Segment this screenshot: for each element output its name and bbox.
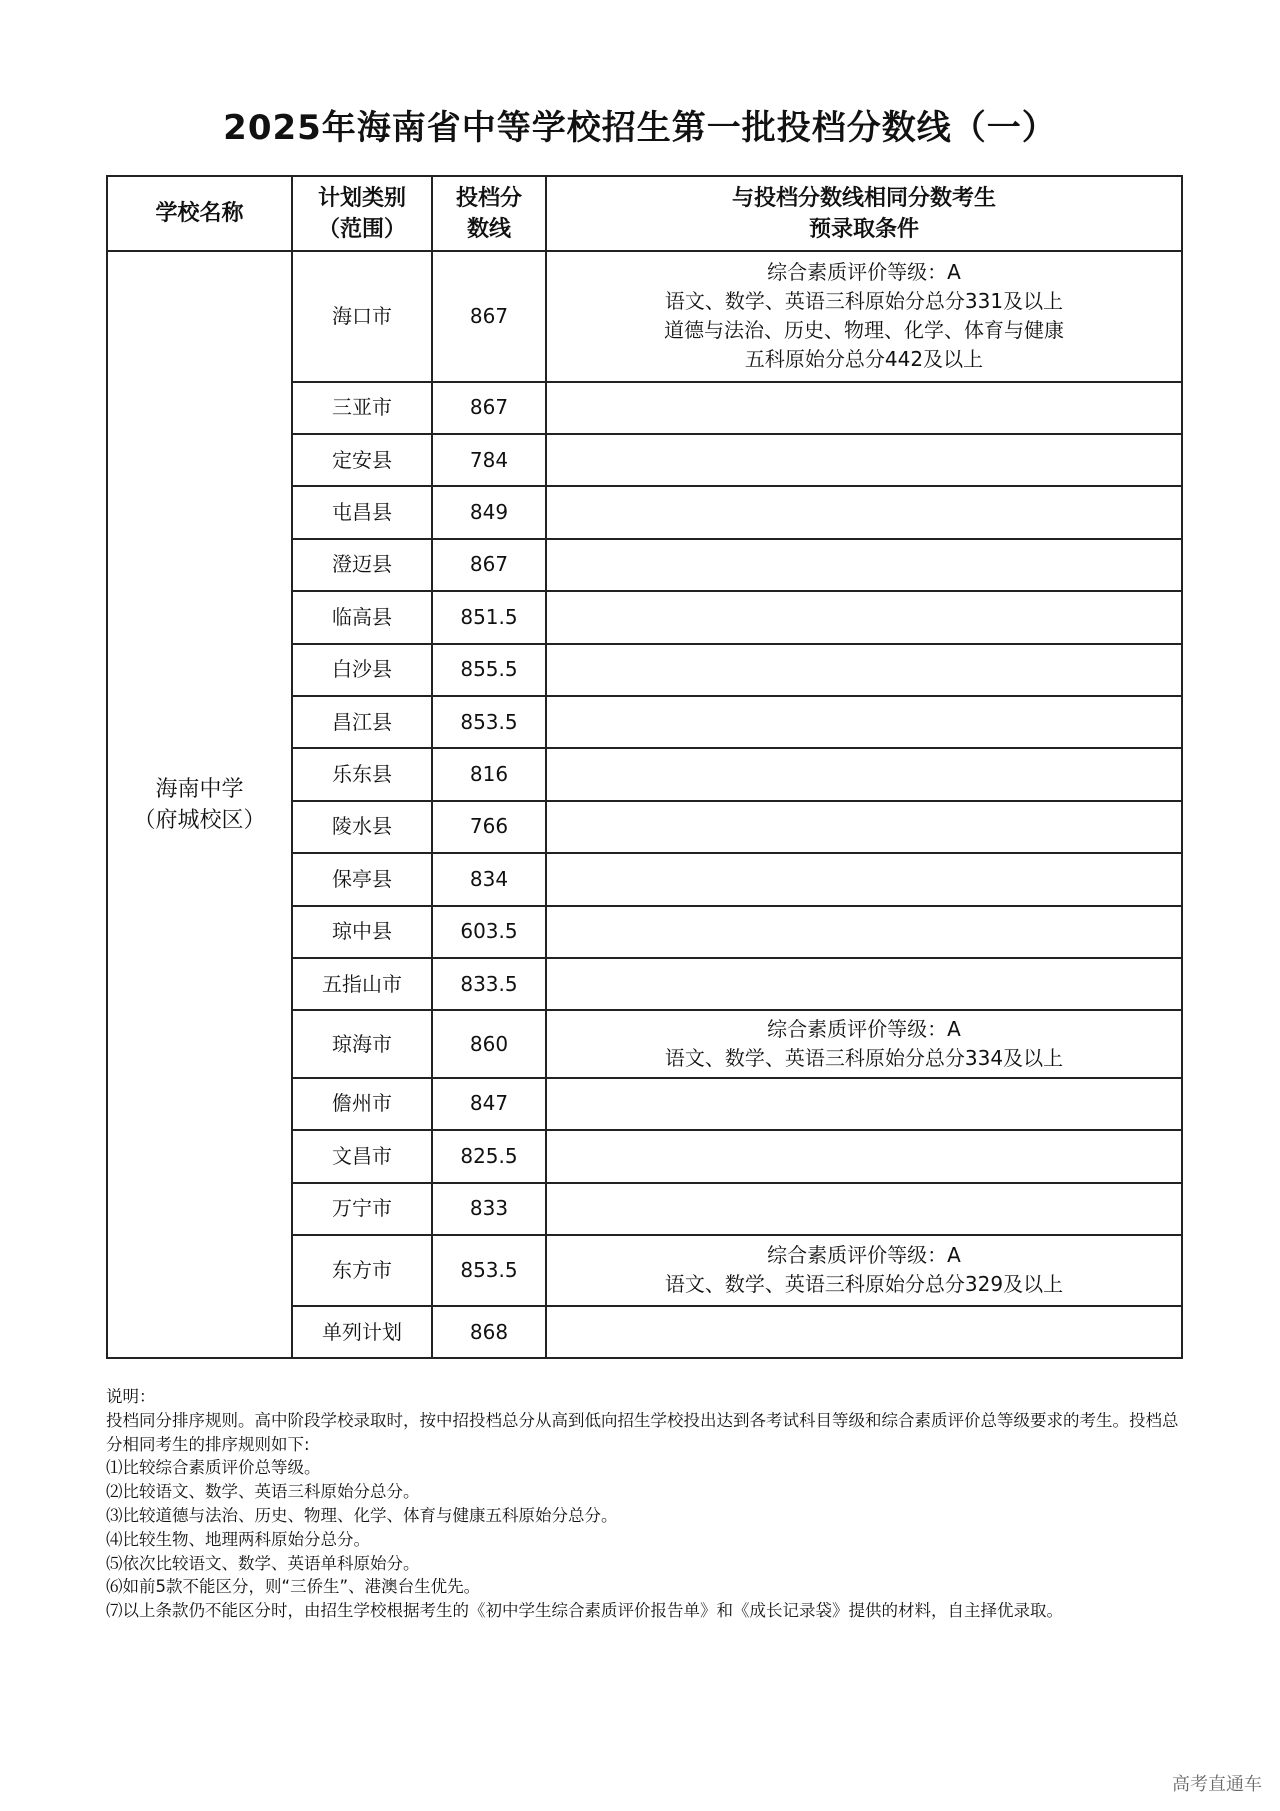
header-condition-l2: 预录取条件 <box>808 216 919 242</box>
area-cell: 陵水县 <box>292 801 432 853</box>
area-cell: 乐东县 <box>292 748 432 800</box>
score-cell: 868 <box>432 1306 546 1358</box>
note-line: ⑸依次比较语文、数学、英语单科原始分。 <box>106 1553 420 1573</box>
score-cell: 833.5 <box>432 958 546 1010</box>
area-cell: 琼中县 <box>292 906 432 958</box>
score-cell: 603.5 <box>432 906 546 958</box>
note-line: 说明： <box>106 1387 156 1406</box>
score-cell: 766 <box>432 801 546 853</box>
score-cell: 867 <box>432 382 546 434</box>
condition-line: 语文、数学、英语三科原始分总分331及以上 <box>664 289 1064 314</box>
score-cell: 847 <box>432 1078 546 1130</box>
header-score-l1: 投档分 <box>455 185 522 211</box>
condition-cell <box>546 486 1182 538</box>
score-cell: 867 <box>432 539 546 591</box>
header-condition <box>546 176 1182 251</box>
condition-cell <box>546 1078 1182 1130</box>
header-category <box>292 176 432 251</box>
condition-cell <box>546 853 1182 905</box>
area-cell: 定安县 <box>292 434 432 486</box>
table-row <box>107 251 1182 382</box>
condition-line: 综合素质评价等级：A <box>767 260 961 285</box>
watermark: 高考直通车 <box>1172 1774 1262 1795</box>
area-cell: 文昌市 <box>292 1130 432 1182</box>
condition-cell <box>546 1130 1182 1182</box>
score-cell: 853.5 <box>432 1235 546 1306</box>
header-score-l2: 数线 <box>466 216 511 242</box>
score-cell: 834 <box>432 853 546 905</box>
condition-cell <box>546 251 1182 382</box>
condition-cell <box>546 382 1182 434</box>
page-title: 2025年海南省中等学校招生第一批投档分数线（一） <box>223 108 1057 148</box>
score-cell: 816 <box>432 748 546 800</box>
score-table <box>106 175 1183 1359</box>
note-line: ⑹如前5款不能区分，则“三侨生”、港澳台生优先。 <box>106 1577 481 1597</box>
area-cell: 临高县 <box>292 591 432 643</box>
table-header <box>107 176 1182 251</box>
area-cell: 单列计划 <box>292 1306 432 1358</box>
condition-line: 语文、数学、英语三科原始分总分334及以上 <box>664 1046 1064 1071</box>
header-score <box>432 176 546 251</box>
note-line: ⑶比较道德与法治、历史、物理、化学、体育与健康五科原始分总分。 <box>106 1505 618 1525</box>
notes-section <box>106 1385 1186 1623</box>
score-cell: 851.5 <box>432 591 546 643</box>
condition-cell <box>546 748 1182 800</box>
score-cell: 855.5 <box>432 644 546 696</box>
condition-cell <box>546 958 1182 1010</box>
area-cell: 昌江县 <box>292 696 432 748</box>
condition-line: 道德与法治、历史、物理、化学、体育与健康 <box>664 318 1064 343</box>
area-cell: 三亚市 <box>292 382 432 434</box>
area-cell: 屯昌县 <box>292 486 432 538</box>
header-condition-l1: 与投档分数线相同分数考生 <box>731 185 996 211</box>
note-line: ⑷比较生物、地理两科原始分总分。 <box>106 1529 370 1549</box>
score-cell: 853.5 <box>432 696 546 748</box>
note-line: 投档同分排序规则。高中阶段学校录取时，按中招投档总分从高到低向招生学校投出达到各考试科目等级和综合素质评价总等级要求的考生。投档总分相同考生的排序规则如下: <box>106 1410 1179 1454</box>
area-cell: 白沙县 <box>292 644 432 696</box>
condition-cell <box>546 1306 1182 1358</box>
area-cell: 澄迈县 <box>292 539 432 591</box>
note-line: ⑴比较综合素质评价总等级。 <box>106 1458 321 1478</box>
score-cell: 849 <box>432 486 546 538</box>
area-cell: 万宁市 <box>292 1183 432 1235</box>
score-cell: 784 <box>432 434 546 486</box>
condition-line: 综合素质评价等级：A <box>767 1243 961 1268</box>
school-name: （府城校区） <box>133 807 266 833</box>
condition-cell <box>546 434 1182 486</box>
condition-cell <box>546 1235 1182 1306</box>
school-name-cell <box>107 251 292 1358</box>
header-school <box>107 176 292 251</box>
condition-cell <box>546 1010 1182 1078</box>
condition-cell <box>546 906 1182 958</box>
condition-cell <box>546 801 1182 853</box>
area-cell: 儋州市 <box>292 1078 432 1130</box>
condition-cell <box>546 696 1182 748</box>
condition-cell <box>546 644 1182 696</box>
score-cell: 833 <box>432 1183 546 1235</box>
condition-cell <box>546 591 1182 643</box>
score-cell: 867 <box>432 251 546 382</box>
school-name: 海南中学 <box>155 776 244 802</box>
note-line: ⑵比较语文、数学、英语三科原始分总分。 <box>106 1482 420 1502</box>
area-cell: 琼海市 <box>292 1010 432 1078</box>
area-cell: 东方市 <box>292 1235 432 1306</box>
header-category-l1: 计划类别 <box>317 185 406 211</box>
condition-line: 综合素质评价等级：A <box>767 1017 961 1042</box>
condition-line: 语文、数学、英语三科原始分总分329及以上 <box>664 1272 1064 1297</box>
condition-line: 五科原始分总分442及以上 <box>744 347 984 372</box>
header-school-label: 学校名称 <box>155 201 244 226</box>
area-cell: 五指山市 <box>292 958 432 1010</box>
condition-cell <box>546 1183 1182 1235</box>
condition-cell <box>546 539 1182 591</box>
header-category-l2: （范围） <box>317 216 406 242</box>
area-cell: 保亭县 <box>292 853 432 905</box>
area-cell: 海口市 <box>292 251 432 382</box>
score-cell: 860 <box>432 1010 546 1078</box>
note-line: ⑺以上条款仍不能区分时，由招生学校根据考生的《初中学生综合素质评价报告单》和《成长记录袋》提供的材料，自主择优录取。 <box>106 1601 1063 1621</box>
score-cell: 825.5 <box>432 1130 546 1182</box>
